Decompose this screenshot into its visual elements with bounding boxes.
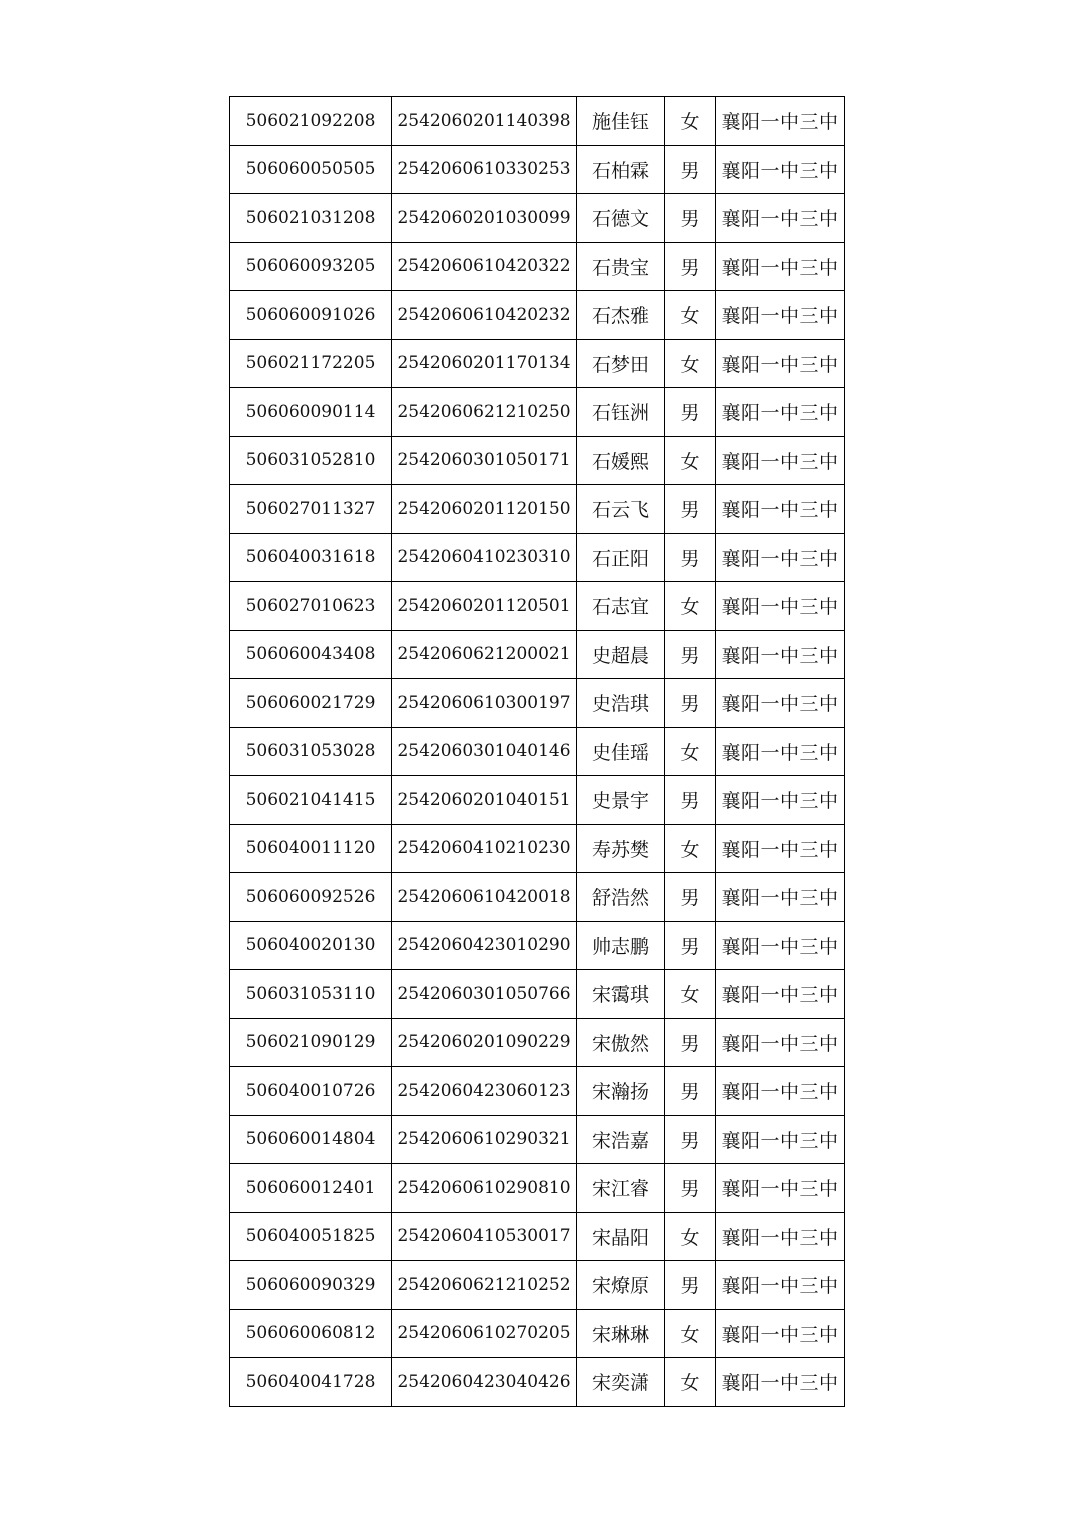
- registration-number-cell: 2542060410230310: [392, 533, 577, 582]
- student-name-cell: 石正阳: [577, 533, 665, 582]
- school-cell: 襄阳一中三中: [716, 1164, 845, 1213]
- exam-number-cell: 506021041415: [230, 776, 392, 825]
- registration-number-cell: 2542060610420018: [392, 873, 577, 922]
- gender-cell: 男: [665, 679, 716, 728]
- school-cell: 襄阳一中三中: [716, 97, 845, 146]
- gender-cell: 男: [665, 388, 716, 437]
- gender-cell: 女: [665, 582, 716, 631]
- exam-number-cell: 506040041728: [230, 1358, 392, 1407]
- table-row: [230, 630, 845, 679]
- exam-number-cell: 506040051825: [230, 1212, 392, 1261]
- table-row: [230, 1067, 845, 1116]
- gender-cell: 女: [665, 970, 716, 1019]
- school-cell: 襄阳一中三中: [716, 630, 845, 679]
- table-row: [230, 145, 845, 194]
- student-name-cell: 石杰雅: [577, 291, 665, 340]
- registration-number-cell: 2542060610290810: [392, 1164, 577, 1213]
- exam-number-cell: 506021092208: [230, 97, 392, 146]
- school-cell: 襄阳一中三中: [716, 727, 845, 776]
- gender-cell: 女: [665, 1358, 716, 1407]
- school-cell: 襄阳一中三中: [716, 1261, 845, 1310]
- table-row: [230, 824, 845, 873]
- registration-number-cell: 2542060423040426: [392, 1358, 577, 1407]
- school-cell: 襄阳一中三中: [716, 873, 845, 922]
- student-name-cell: 宋浩嘉: [577, 1115, 665, 1164]
- student-roster-table: [229, 96, 845, 1407]
- exam-number-cell: 506060043408: [230, 630, 392, 679]
- school-cell: 襄阳一中三中: [716, 1115, 845, 1164]
- gender-cell: 男: [665, 533, 716, 582]
- registration-number-cell: 2542060423060123: [392, 1067, 577, 1116]
- registration-number-cell: 2542060201140398: [392, 97, 577, 146]
- student-name-cell: 史景宇: [577, 776, 665, 825]
- registration-number-cell: 2542060201040151: [392, 776, 577, 825]
- student-name-cell: 史浩琪: [577, 679, 665, 728]
- table-row: [230, 291, 845, 340]
- student-name-cell: 宋燎原: [577, 1261, 665, 1310]
- registration-number-cell: 2542060621200021: [392, 630, 577, 679]
- school-cell: 襄阳一中三中: [716, 1309, 845, 1358]
- table-row: [230, 1115, 845, 1164]
- student-name-cell: 施佳钰: [577, 97, 665, 146]
- gender-cell: 女: [665, 1212, 716, 1261]
- registration-number-cell: 2542060201030099: [392, 194, 577, 243]
- school-cell: 襄阳一中三中: [716, 485, 845, 534]
- roster-body: [230, 97, 845, 1407]
- table-row: [230, 485, 845, 534]
- exam-number-cell: 506060090329: [230, 1261, 392, 1310]
- exam-number-cell: 506021090129: [230, 1018, 392, 1067]
- gender-cell: 女: [665, 1309, 716, 1358]
- exam-number-cell: 506060090114: [230, 388, 392, 437]
- student-name-cell: 寿苏樊: [577, 824, 665, 873]
- student-name-cell: 石志宜: [577, 582, 665, 631]
- exam-number-cell: 506060093205: [230, 242, 392, 291]
- registration-number-cell: 2542060301050171: [392, 436, 577, 485]
- table-row: [230, 776, 845, 825]
- student-name-cell: 宋奕潇: [577, 1358, 665, 1407]
- table-row: [230, 242, 845, 291]
- student-name-cell: 宋晶阳: [577, 1212, 665, 1261]
- school-cell: 襄阳一中三中: [716, 145, 845, 194]
- exam-number-cell: 506040020130: [230, 921, 392, 970]
- registration-number-cell: 2542060201170134: [392, 339, 577, 388]
- gender-cell: 男: [665, 1261, 716, 1310]
- student-name-cell: 宋琳琳: [577, 1309, 665, 1358]
- student-name-cell: 石媛熙: [577, 436, 665, 485]
- table-row: [230, 727, 845, 776]
- student-name-cell: 石柏霖: [577, 145, 665, 194]
- school-cell: 襄阳一中三中: [716, 339, 845, 388]
- registration-number-cell: 2542060621210250: [392, 388, 577, 437]
- gender-cell: 男: [665, 1067, 716, 1116]
- school-cell: 襄阳一中三中: [716, 194, 845, 243]
- school-cell: 襄阳一中三中: [716, 970, 845, 1019]
- table-row: [230, 533, 845, 582]
- gender-cell: 男: [665, 873, 716, 922]
- school-cell: 襄阳一中三中: [716, 921, 845, 970]
- school-cell: 襄阳一中三中: [716, 436, 845, 485]
- table-row: [230, 97, 845, 146]
- table-row: [230, 582, 845, 631]
- gender-cell: 女: [665, 339, 716, 388]
- registration-number-cell: 2542060201090229: [392, 1018, 577, 1067]
- exam-number-cell: 506027011327: [230, 485, 392, 534]
- table-row: [230, 873, 845, 922]
- registration-number-cell: 2542060410530017: [392, 1212, 577, 1261]
- table-row: [230, 679, 845, 728]
- table-row: [230, 1018, 845, 1067]
- school-cell: 襄阳一中三中: [716, 776, 845, 825]
- gender-cell: 女: [665, 727, 716, 776]
- gender-cell: 男: [665, 194, 716, 243]
- gender-cell: 男: [665, 1164, 716, 1213]
- gender-cell: 男: [665, 1018, 716, 1067]
- school-cell: 襄阳一中三中: [716, 388, 845, 437]
- school-cell: 襄阳一中三中: [716, 679, 845, 728]
- school-cell: 襄阳一中三中: [716, 291, 845, 340]
- exam-number-cell: 506060060812: [230, 1309, 392, 1358]
- student-name-cell: 宋霭琪: [577, 970, 665, 1019]
- registration-number-cell: 2542060201120150: [392, 485, 577, 534]
- student-name-cell: 史佳瑶: [577, 727, 665, 776]
- table-row: [230, 1212, 845, 1261]
- student-name-cell: 石德文: [577, 194, 665, 243]
- table-row: [230, 194, 845, 243]
- gender-cell: 男: [665, 145, 716, 194]
- exam-number-cell: 506060021729: [230, 679, 392, 728]
- gender-cell: 男: [665, 242, 716, 291]
- table-row: [230, 1358, 845, 1407]
- student-name-cell: 舒浩然: [577, 873, 665, 922]
- registration-number-cell: 2542060301050766: [392, 970, 577, 1019]
- table-row: [230, 921, 845, 970]
- exam-number-cell: 506060050505: [230, 145, 392, 194]
- school-cell: 襄阳一中三中: [716, 1067, 845, 1116]
- school-cell: 襄阳一中三中: [716, 1018, 845, 1067]
- table-row: [230, 1261, 845, 1310]
- table-row: [230, 436, 845, 485]
- table-row: [230, 339, 845, 388]
- exam-number-cell: 506060092526: [230, 873, 392, 922]
- gender-cell: 女: [665, 97, 716, 146]
- school-cell: 襄阳一中三中: [716, 242, 845, 291]
- registration-number-cell: 2542060610420322: [392, 242, 577, 291]
- school-cell: 襄阳一中三中: [716, 533, 845, 582]
- student-name-cell: 宋傲然: [577, 1018, 665, 1067]
- registration-number-cell: 2542060423010290: [392, 921, 577, 970]
- exam-number-cell: 506027010623: [230, 582, 392, 631]
- exam-number-cell: 506031052810: [230, 436, 392, 485]
- student-name-cell: 石梦田: [577, 339, 665, 388]
- exam-number-cell: 506060012401: [230, 1164, 392, 1213]
- registration-number-cell: 2542060610420232: [392, 291, 577, 340]
- table-row: [230, 388, 845, 437]
- exam-number-cell: 506060014804: [230, 1115, 392, 1164]
- gender-cell: 男: [665, 485, 716, 534]
- exam-number-cell: 506040031618: [230, 533, 392, 582]
- exam-number-cell: 506021031208: [230, 194, 392, 243]
- exam-number-cell: 506040011120: [230, 824, 392, 873]
- school-cell: 襄阳一中三中: [716, 1212, 845, 1261]
- exam-number-cell: 506021172205: [230, 339, 392, 388]
- registration-number-cell: 2542060610290321: [392, 1115, 577, 1164]
- exam-number-cell: 506040010726: [230, 1067, 392, 1116]
- student-name-cell: 石云飞: [577, 485, 665, 534]
- registration-number-cell: 2542060610270205: [392, 1309, 577, 1358]
- student-name-cell: 石钰洲: [577, 388, 665, 437]
- table-row: [230, 1164, 845, 1213]
- table-row: [230, 970, 845, 1019]
- gender-cell: 女: [665, 824, 716, 873]
- student-name-cell: 石贵宝: [577, 242, 665, 291]
- registration-number-cell: 2542060610330253: [392, 145, 577, 194]
- gender-cell: 女: [665, 436, 716, 485]
- gender-cell: 女: [665, 291, 716, 340]
- school-cell: 襄阳一中三中: [716, 1358, 845, 1407]
- gender-cell: 男: [665, 630, 716, 679]
- student-name-cell: 史超晨: [577, 630, 665, 679]
- registration-number-cell: 2542060410210230: [392, 824, 577, 873]
- registration-number-cell: 2542060201120501: [392, 582, 577, 631]
- student-name-cell: 宋江睿: [577, 1164, 665, 1213]
- registration-number-cell: 2542060621210252: [392, 1261, 577, 1310]
- exam-number-cell: 506031053110: [230, 970, 392, 1019]
- registration-number-cell: 2542060301040146: [392, 727, 577, 776]
- school-cell: 襄阳一中三中: [716, 582, 845, 631]
- registration-number-cell: 2542060610300197: [392, 679, 577, 728]
- student-name-cell: 帅志鹏: [577, 921, 665, 970]
- exam-number-cell: 506060091026: [230, 291, 392, 340]
- gender-cell: 男: [665, 921, 716, 970]
- table-row: [230, 1309, 845, 1358]
- school-cell: 襄阳一中三中: [716, 824, 845, 873]
- gender-cell: 男: [665, 1115, 716, 1164]
- exam-number-cell: 506031053028: [230, 727, 392, 776]
- gender-cell: 男: [665, 776, 716, 825]
- student-name-cell: 宋瀚扬: [577, 1067, 665, 1116]
